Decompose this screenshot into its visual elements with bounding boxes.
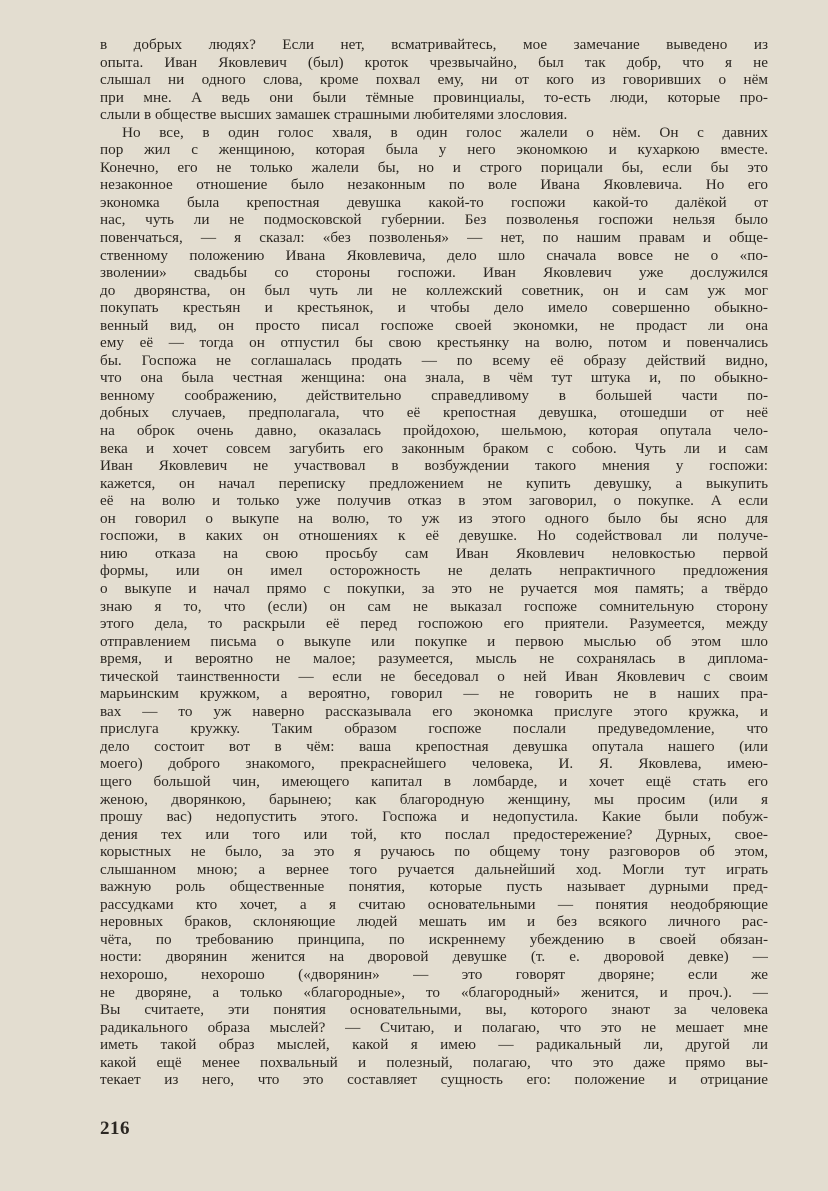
text-line: этого дела, то раскрыли её перед госпожою его приятели. Разумеется, между [100,615,768,633]
text-line: повенчаться, — я сказал: «без позволенья» — нет, по нашим правам и обще- [100,229,768,247]
text-line: что она была честная женщина: она знала, в чём тут штука и, по обыкно- [100,369,768,387]
text-line: опыта. Иван Яковлевич (был) кроток чрезвычайно, был так добр, что я не [100,53,768,71]
text-line: тической таинственности — если не беседовал о ней Иван Яковлевич с своим [100,667,768,685]
text-line: формы, или он имел осторожность не делать непрактичного предложения [100,562,768,580]
text-line: неровных браков, склоняющие людей мешать им и без всякого личного рас- [100,913,768,931]
document-page [100,36,768,1089]
text-line: какой ещё менее похвальный и полезный, полагаю, что это даже прямо вы- [100,1053,768,1071]
text-line: покупать крестьян и крестьянок, и чтобы дело имело совершенно обыкно- [100,299,768,317]
text-line: века и хочет совсем загубить его законным браком с собою. Чуть ли и сам [100,439,768,457]
text-line: зволении» свадьбы со стороны госпожи. Иван Яковлевич уже дослужился [100,264,768,282]
text-line: корыстных не было, за это я ручаюсь по общему тону разговоров об этом, [100,843,768,861]
text-line: вах — то уж наверно рассказывала его экономка прислуге этого кружка, и [100,702,768,720]
text-line: иметь такой образ мыслей, какой я имею — радикальный ли, другой ли [100,1036,768,1054]
text-line: на оброк очень давно, оказалась пройдохою, шельмою, которая опутала чело- [100,422,768,440]
text-line: отправлением письма о выкупе или покупке и первою мыслью об этом шло [100,632,768,650]
text-line: Иван Яковлевич не участвовал в возбуждении такого мнения у госпожи: [100,457,768,475]
text-line: дения тех или того или той, кто послал предостережение? Дурных, свое- [100,825,768,843]
text-line: он говорил о выкупе на волю, то уж из этого одного было бы ясно для [100,509,768,527]
text-line: Вы считаете, эти понятия основательными, вы, которого знают за человека [100,1001,768,1019]
text-line: пор жил с женщиною, которая была у него экономкою и кухаркою вместе. [100,141,768,159]
text-line: Конечно, его не только жалели бы, но и строго порицали бы, если бы это [100,158,768,176]
text-line: ственному положению Ивана Яковлевича, дело шло сначала вовсе не о «по- [100,246,768,264]
text-line: кажется, он начал переписку предложением не купить девушку, а выкупить [100,474,768,492]
text-line: венному соображению, действительно справедливому в большей части по- [100,386,768,404]
text-line: незаконное отношение было незаконным по воле Ивана Яковлевича. Но его [100,176,768,194]
text-line: щего большой чин, имеющего капитал в ломбарде, и хочет ещё стать его [100,772,768,790]
text-line: венный вид, он просто писал госпоже своей экономки, не продаст ли она [100,316,768,334]
page-number: 216 [100,1118,130,1139]
text-line: важную роль общественные понятия, которые пусть называет дурными пред- [100,878,768,896]
text-line: прошу вас) недопустить этого. Госпожа и недопустила. Какие были побуж- [100,808,768,826]
text-line: женою, дворянкою, барынею; как благородную женщину, мы просим (или я [100,790,768,808]
text-line: в добрых людях? Если нет, всматривайтесь, мое замечание выведено из [100,36,768,53]
text-line: текает из него, что это составляет сущность его: положение и отрицание [100,1071,768,1089]
text-line: дело состоит вот в чём: ваша крепостная девушка опутала нашего (или [100,737,768,755]
text-line: до дворянства, он был чуть ли не коллежский советник, он и сам уж мог [100,281,768,299]
text-line: нас, чуть ли не подмосковской губернии. Без позволенья госпожи нельзя было [100,211,768,229]
text-line: ности: дворянин женится на дворовой девушке (т. е. дворовой девке) — [100,948,768,966]
text-line: её на волю и только уже получив отказ в этом заговорил, о покупке. А если [100,492,768,510]
text-line: о выкупе и начал прямо с покупки, за это не ручается моя память; а твёрдо [100,579,768,597]
text-line: экономка была крепостная девушка какой-то госпожи какой-то далёкой от [100,193,768,211]
paragraph-2 [100,124,768,1089]
text-line: чёта, по требованию принципа, по искреннему убеждению в своей обязан- [100,930,768,948]
text-line: слыли в обществе высших замашек страшными любителями злословия. [100,106,568,124]
text-line: госпожи, в каких он отношениях к её девушке. Но содействовал ли получе- [100,527,768,545]
text-line: добных случаев, предполагала, что её крепостная девушка, отошедши от неё [100,404,768,422]
text-line: знаю я то, что (если) он сам не выказал госпоже сомнительную сторону [100,597,768,615]
text-line: нехорошо, нехорошо («дворянин» — это говорят дворяне; если же [100,965,768,983]
text-line: ему её — тогда он отпустил бы свою крестьянку на волю, потом и повенчались [100,334,768,352]
text-line: Но все, в один голос хваля, в один голос жалели о нём. Он с давних [122,123,768,141]
text-line: при мне. А ведь они были тёмные провинциалы, то-есть люди, которые про- [100,88,768,106]
text-line: не дворяне, а только «благородные», то «благородный» женится, и проч.). — [100,983,768,1001]
text-line: время, и вероятно не малое; разумеется, мысль не сохранялась в диплома- [100,650,768,668]
text-line: марьинским кружком, а вероятно, говорил — не говорить не в наших пра- [100,685,768,703]
text-line: моего) доброго знакомого, прекраснейшего человека, И. Я. Яковлева, имею- [100,755,768,773]
text-line: радикального образа мыслей? — Считаю, и полагаю, что это не мешает мне [100,1018,768,1036]
text-line: бы. Госпожа не соглашалась продать — по всему её образу действий видно, [100,351,768,369]
text-line: слышал ни одного слова, кроме похвал ему, ни от кого из говоривших о нём [100,71,768,89]
text-line: слышанном мною; а вернее того ручается дальнейший ход. Могли тут играть [100,860,768,878]
paragraph-1 [100,36,768,124]
text-line: прислуга кружку. Таким образом госпоже послали предуведомление, что [100,720,768,738]
text-line: нию отказа на свою просьбу сам Иван Яковлевич неловкостью первой [100,544,768,562]
text-line: рассудками кто хочет, а я считаю основательными — понятия неодобряющие [100,895,768,913]
